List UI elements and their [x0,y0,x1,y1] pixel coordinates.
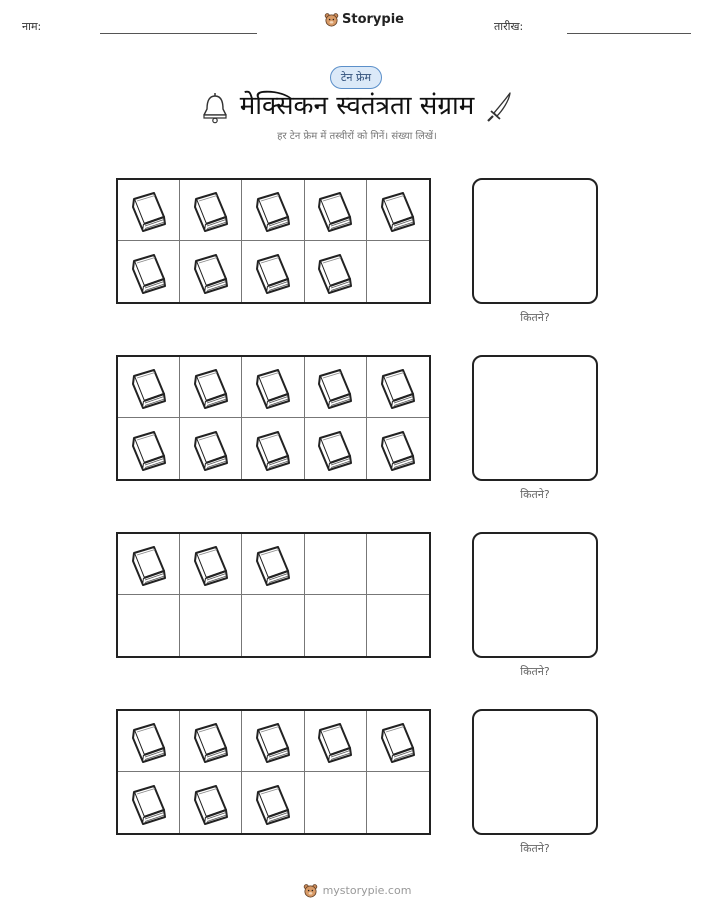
ten-frame-cell [118,357,180,418]
book-icon [250,364,296,410]
ten-frame-cell [305,241,367,302]
book-icon [375,364,421,410]
ten-frame-cell [367,241,429,302]
book-icon [188,426,234,472]
ten-frame-cell [180,711,242,772]
book-icon [375,426,421,472]
ten-frame-cell [242,595,304,656]
book-icon [312,426,358,472]
ten-frame-cell [180,357,242,418]
answer-box[interactable] [472,532,598,658]
ten-frame-cell [118,711,180,772]
ten-frame-cell [305,357,367,418]
book-icon [375,187,421,233]
ten-frame-cell [242,418,304,479]
ten-frame-cell [305,534,367,595]
book-icon [250,249,296,295]
answer-label: कितने? [520,488,550,501]
ten-frame-cell [242,534,304,595]
book-icon [312,364,358,410]
book-icon [188,718,234,764]
book-icon [250,541,296,587]
answer-label: कितने? [520,665,550,678]
book-icon [188,541,234,587]
ten-frame-cell [180,534,242,595]
ten-frame [116,355,431,481]
book-icon [250,187,296,233]
ten-frame-cell [305,711,367,772]
brand-logo [324,12,404,27]
ten-frame [116,709,431,835]
book-icon [126,780,172,826]
ten-frame-cell [180,595,242,656]
ten-frame-cell [118,180,180,241]
book-icon [188,249,234,295]
name-label: नाम: [22,20,42,33]
book-icon [250,426,296,472]
ten-frame-cell [242,711,304,772]
book-icon [126,249,172,295]
ten-frame-cell [367,418,429,479]
book-icon [126,364,172,410]
ten-frame-cell [242,357,304,418]
book-icon [126,541,172,587]
ten-frame-cell [242,241,304,302]
instructions: हर टेन फ्रेम में तस्वीरों को गिनें। संख्या लिखें। [277,131,437,142]
book-icon [375,718,421,764]
ten-frame-cell [242,772,304,833]
ten-frame [116,178,431,304]
ten-frame-cell [180,180,242,241]
book-icon [188,780,234,826]
ten-frame-cell [367,534,429,595]
ten-frame-cell [305,180,367,241]
ten-frame-cell [367,595,429,656]
ten-frame-cell [367,180,429,241]
book-icon [188,364,234,410]
answer-box[interactable] [472,355,598,481]
name-line[interactable] [100,33,257,34]
book-icon [312,249,358,295]
bear-icon [303,883,318,898]
answer-box[interactable] [472,709,598,835]
ten-frame-cell [118,418,180,479]
ten-frame-cell [118,534,180,595]
book-icon [126,426,172,472]
answer-label: कितने? [520,311,550,324]
ten-frame-cell [367,357,429,418]
date-label: तारीख: [494,20,524,33]
ten-frame-cell [305,772,367,833]
ten-frame-cell [305,595,367,656]
book-icon [126,718,172,764]
brand-name: Storypie [342,12,404,27]
answer-box[interactable] [472,178,598,304]
ten-frame-cell [180,241,242,302]
ten-frame-cell [118,241,180,302]
footer [0,883,714,898]
book-icon [312,718,358,764]
ten-frame [116,532,431,658]
date-line[interactable] [567,33,691,34]
book-icon [126,187,172,233]
ten-frame-cell [180,418,242,479]
worksheet-title: मेक्सिकन स्वतंत्रता संग्राम [239,91,475,121]
book-icon [312,187,358,233]
answer-label: कितने? [520,842,550,855]
book-icon [188,187,234,233]
ten-frame-cell [305,418,367,479]
sword-icon [484,90,514,124]
book-icon [250,780,296,826]
ten-frame-cell [367,772,429,833]
footer-url: mystorypie.com [322,884,412,897]
ten-frame-cell [118,595,180,656]
ten-frame-cell [118,772,180,833]
bear-icon [324,12,339,27]
ten-frame-cell [180,772,242,833]
ten-frame-cell [242,180,304,241]
ten-frame-cell [367,711,429,772]
topic-badge: टेन फ्रेम [330,66,382,89]
book-icon [250,718,296,764]
